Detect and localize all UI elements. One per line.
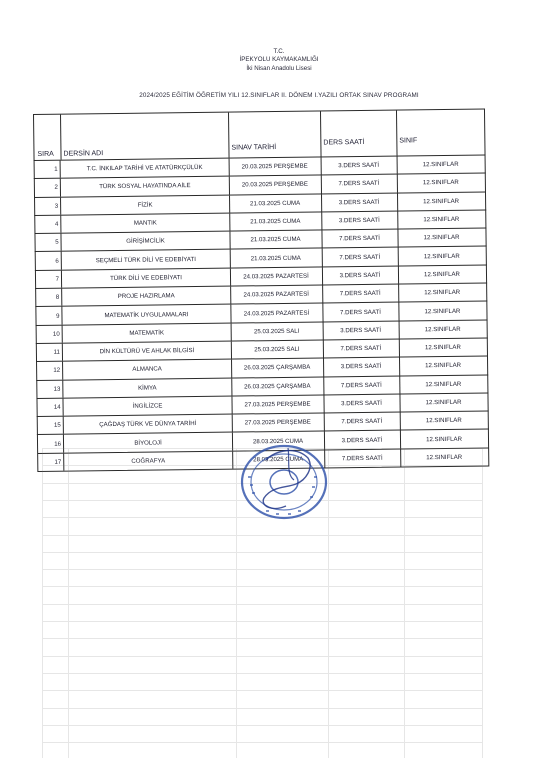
row-course-name: TÜRK SOSYAL HAYATINDA AİLE — [61, 177, 230, 196]
row-exam-date: 25.03.2025 SALI — [231, 322, 324, 340]
row-number: 7 — [36, 270, 62, 288]
ghost-line — [42, 535, 482, 536]
row-exam-date: 28.03.2025 CUMA — [232, 450, 325, 468]
row-exam-date: 26.03.2025 ÇARŞAMBA — [231, 359, 324, 377]
row-class: 12.SINIFLAR — [424, 325, 461, 334]
row-course-name: DİN KÜLTÜRÜ VE AHLAK BİLGİSİ — [63, 342, 232, 361]
exam-schedule-table — [33, 108, 489, 472]
row-number: 9 — [36, 307, 62, 325]
col-ders: DERSİN ADI — [60, 113, 230, 160]
row-number: 2 — [35, 179, 61, 197]
row-number: 5 — [35, 234, 61, 252]
ghost-line — [42, 586, 482, 587]
row-class: 12.SINIFLAR — [424, 307, 461, 315]
row-number: 10 — [37, 325, 63, 343]
row-exam-date: 24.03.2025 PAZARTESİ — [230, 286, 323, 304]
row-exam-date: 20.03.2025 PERŞEMBE — [229, 176, 322, 194]
row-course-name: MANTIK — [61, 213, 230, 232]
ghost-line — [42, 708, 482, 709]
header-school: İki Nisan Anadolu Lisesi — [246, 65, 312, 72]
row-class: 12.SINIFLAR — [424, 343, 461, 352]
row-course-name: MATEMATİK UYGULAMALARI — [62, 305, 231, 324]
row-lesson-hour: 7.DERS SAATİ — [321, 175, 398, 193]
row-course-name: KİMYA — [63, 378, 232, 397]
row-class: 12.SINIFLAR — [422, 179, 459, 187]
ghost-line — [42, 604, 482, 605]
row-lesson-hour: 3.DERS SAATİ — [323, 358, 400, 376]
row-course-name: T.C. İNKILAP TARİHİ VE ATATÜRKÇÜLÜK — [61, 159, 230, 178]
header-tc: T.C. — [273, 48, 285, 55]
row-course-name: COĞRAFYA — [64, 451, 233, 470]
ghost-line — [42, 621, 482, 622]
row-lesson-hour: 3.DERS SAATİ — [321, 193, 398, 211]
table-body — [34, 154, 490, 472]
row-course-name: MATEMATİK — [63, 323, 232, 342]
row-lesson-hour: 7.DERS SAATİ — [322, 285, 399, 303]
ghost-line — [42, 690, 482, 691]
row-course-name: ALMANCA — [63, 360, 232, 379]
row-exam-date: 27.03.2025 PERŞEMBE — [232, 414, 325, 432]
ghost-line — [42, 638, 482, 639]
row-class: 12.SINIFLAR — [423, 234, 460, 242]
row-lesson-hour: 3.DERS SAATİ — [321, 211, 398, 229]
row-class: 12.SINIFLAR — [425, 417, 462, 425]
row-class: 12.SINIFLAR — [423, 270, 460, 279]
row-exam-date: 21.03.2025 CUMA — [229, 212, 322, 230]
row-exam-date: 21.03.2025 CUMA — [229, 194, 322, 212]
ghost-column-line — [68, 448, 69, 758]
row-class: 12.SINIFLAR — [426, 453, 463, 462]
ghost-line — [42, 552, 482, 553]
row-number: 17 — [38, 453, 64, 471]
row-course-name: BİYOLOJİ — [64, 433, 233, 452]
row-exam-date: 26.03.2025 ÇARŞAMBA — [231, 377, 324, 395]
row-number: 13 — [37, 380, 63, 398]
row-exam-date: 24.03.2025 PAZARTESİ — [230, 267, 323, 285]
row-number: 11 — [37, 344, 63, 362]
row-course-name: İNGİLİZCE — [63, 396, 232, 415]
row-number: 8 — [36, 289, 62, 307]
row-class: 12.SINIFLAR — [423, 197, 460, 205]
row-lesson-hour: 3.DERS SAATİ — [323, 394, 400, 412]
row-course-name: ÇAĞDAŞ TÜRK VE DÜNYA TARİHİ — [64, 415, 233, 434]
col-sira: SIRA — [34, 115, 62, 160]
row-number: 4 — [35, 216, 61, 234]
row-class: 12.SINIFLAR — [423, 215, 460, 224]
col-saat: DERS SAATİ — [320, 111, 398, 157]
row-exam-date: 21.03.2025 CUMA — [230, 249, 323, 267]
row-class: 12.SINIFLAR — [425, 398, 462, 407]
ghost-line — [42, 656, 482, 657]
row-lesson-hour: 7.DERS SAATİ — [324, 413, 401, 431]
row-number: 3 — [35, 197, 61, 215]
row-class: 12.SINIFLAR — [426, 435, 462, 443]
row-lesson-hour: 7.DERS SAATİ — [321, 230, 398, 248]
row-class: 12.SINIFLAR — [425, 380, 462, 388]
row-class: 12.SINIFLAR — [422, 160, 459, 169]
row-number: 15 — [38, 417, 64, 435]
row-number: 14 — [37, 399, 63, 417]
row-course-name: PROJE HAZIRLAMA — [62, 287, 231, 306]
school-seal-icon — [236, 440, 332, 520]
row-exam-date: 21.03.2025 CUMA — [229, 231, 322, 249]
row-lesson-hour: 7.DERS SAATİ — [324, 449, 401, 467]
row-lesson-hour: 3.DERS SAATİ — [322, 266, 399, 284]
row-class: 12.SINIFLAR — [424, 289, 461, 297]
row-lesson-hour: 7.DERS SAATİ — [323, 340, 400, 358]
row-exam-date: 24.03.2025 PAZARTESİ — [230, 304, 323, 322]
ghost-line — [42, 673, 482, 674]
ghost-column-line — [482, 448, 483, 758]
ghost-line — [42, 569, 482, 570]
row-class: 12.SINIFLAR — [423, 252, 460, 260]
row-course-name: FİZİK — [61, 195, 230, 214]
col-sinif: SINIF — [399, 137, 418, 145]
row-lesson-hour: 7.DERS SAATİ — [323, 376, 400, 394]
row-number: 12 — [37, 362, 63, 380]
row-lesson-hour: 7.DERS SAATİ — [322, 303, 399, 321]
ghost-column-line — [42, 448, 43, 758]
ghost-line — [42, 725, 482, 726]
document-title: 2024/2025 EĞİTİM ÖĞRETİM YILI 12.SINIFLAR II. DÖNEM I.YAZILI ORTAK SINAV PROGRAMI — [139, 92, 419, 99]
row-lesson-hour: 3.DERS SAATİ — [324, 431, 401, 449]
row-exam-date: 27.03.2025 PERŞEMBE — [231, 395, 324, 413]
row-course-name: TÜRK DİLİ VE EDEBİYATI — [62, 268, 231, 287]
row-lesson-hour: 3.DERS SAATİ — [321, 157, 398, 175]
ghost-line — [42, 742, 482, 743]
row-number: 6 — [36, 252, 62, 270]
row-class: 12.SINIFLAR — [425, 362, 462, 370]
row-number: 1 — [35, 161, 61, 179]
ghost-column-line — [404, 448, 405, 758]
row-lesson-hour: 7.DERS SAATİ — [322, 248, 399, 266]
row-course-name: GİRİŞİMCİLİK — [61, 232, 230, 251]
row-exam-date: 20.03.2025 PERŞEMBE — [229, 157, 322, 175]
row-course-name: SEÇMELİ TÜRK DİLİ VE EDEBİYATI — [62, 250, 231, 269]
row-lesson-hour: 3.DERS SAATİ — [323, 321, 400, 339]
row-number: 16 — [38, 435, 64, 453]
row-exam-date: 25.03.2025 SALI — [231, 340, 324, 358]
header-kaymakamlik: İPEKYOLU KAYMAKAMLIĞI — [239, 56, 319, 63]
table-header — [33, 108, 486, 160]
col-tarih: SINAV TARİHİ — [228, 111, 322, 157]
row-exam-date: 28.03.2025 CUMA — [232, 432, 325, 450]
